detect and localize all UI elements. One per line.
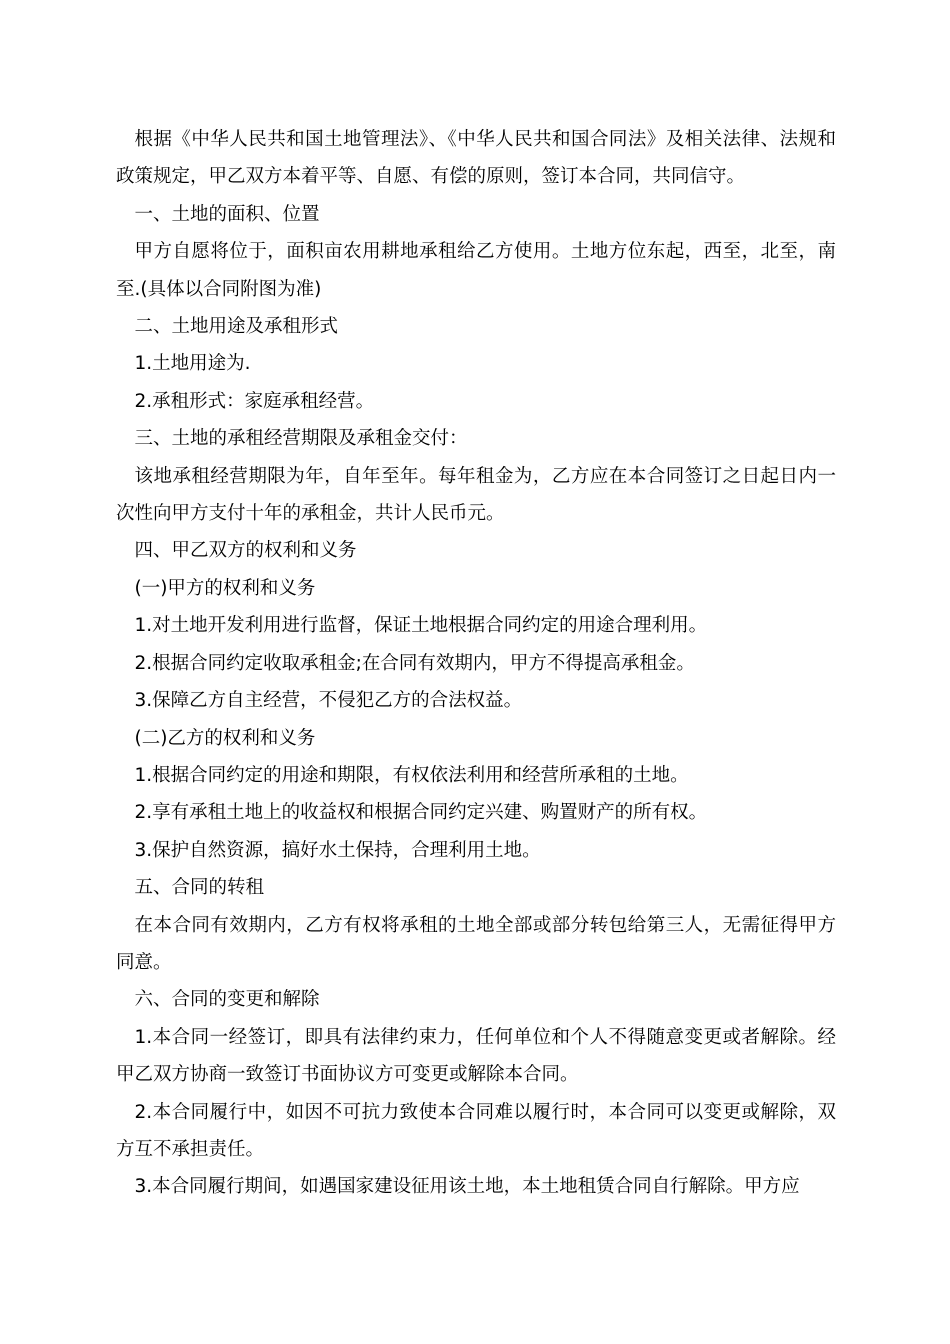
document-body <box>116 121 836 1206</box>
clause-change-1: 1.本合同一经签订，即具有法律约束力，任何单位和个人不得随意变更或者解除。经甲乙双方协商一致签订书面协议方可变更或解除本合同。 <box>116 1026 836 1086</box>
clause-lease-form: 2.承租形式：家庭承租经营。 <box>134 390 375 412</box>
section-heading-5: 五、合同的转租 <box>134 877 265 899</box>
subheading-party-a: (一)甲方的权利和义务 <box>134 577 316 599</box>
section-heading-1: 一、土地的面积、位置 <box>134 203 320 225</box>
clause-party-b-3: 3.保护自然资源，搞好水土保持，合理利用土地。 <box>134 839 541 861</box>
clause-party-a-1: 1.对土地开发利用进行监督，保证土地根据合同约定的用途合理利用。 <box>134 615 708 637</box>
section-heading-3: 三、土地的承租经营期限及承租金交付： <box>134 428 468 450</box>
paragraph-sublease: 在本合同有效期内，乙方有权将承租的土地全部或部分转包给第三人，无需征得甲方同意。 <box>116 914 836 973</box>
clause-party-a-3: 3.保障乙方自主经营，不侵犯乙方的合法权益。 <box>134 690 523 712</box>
paragraph-land-location: 甲方自愿将位于，面积亩农用耕地承租给乙方使用。土地方位东起，西至，北至，南至.(具体以合同附图为准) <box>116 241 836 300</box>
paragraph-preamble: 根据《中华人民共和国土地管理法》、《中华人民共和国合同法》及相关法律、法规和政策规定，甲乙双方本着平等、自愿、有偿的原则，签订本合同，共同信守。 <box>116 129 836 188</box>
section-heading-6: 六、合同的变更和解除 <box>134 989 320 1011</box>
section-heading-2: 二、土地用途及承租形式 <box>134 316 339 338</box>
clause-land-use: 1.土地用途为. <box>134 353 251 375</box>
clause-change-2: 2.本合同履行中，如因不可抗力致使本合同难以履行时，本合同可以变更或解除，双方互不承担责任。 <box>116 1101 836 1160</box>
clause-party-b-1: 1.根据合同约定的用途和期限，有权依法利用和经营所承租的土地。 <box>134 764 689 786</box>
paragraph-lease-term: 该地承租经营期限为年，自年至年。每年租金为，乙方应在本合同签订之日起日内一次性向甲方支付十年的承租金，共计人民币元。 <box>116 465 836 525</box>
clause-party-b-2: 2.享有承租土地上的收益权和根据合同约定兴建、购置财产的所有权。 <box>134 802 708 824</box>
clause-change-3: 3.本合同履行期间，如遇国家建设征用该土地，本土地租赁合同自行解除。甲方应 <box>134 1176 800 1198</box>
clause-party-a-2: 2.根据合同约定收取承租金;在合同有效期内，甲方不得提高承租金。 <box>134 652 695 674</box>
subheading-party-b: (二)乙方的权利和义务 <box>134 727 316 749</box>
section-heading-4: 四、甲乙双方的权利和义务 <box>134 540 357 562</box>
